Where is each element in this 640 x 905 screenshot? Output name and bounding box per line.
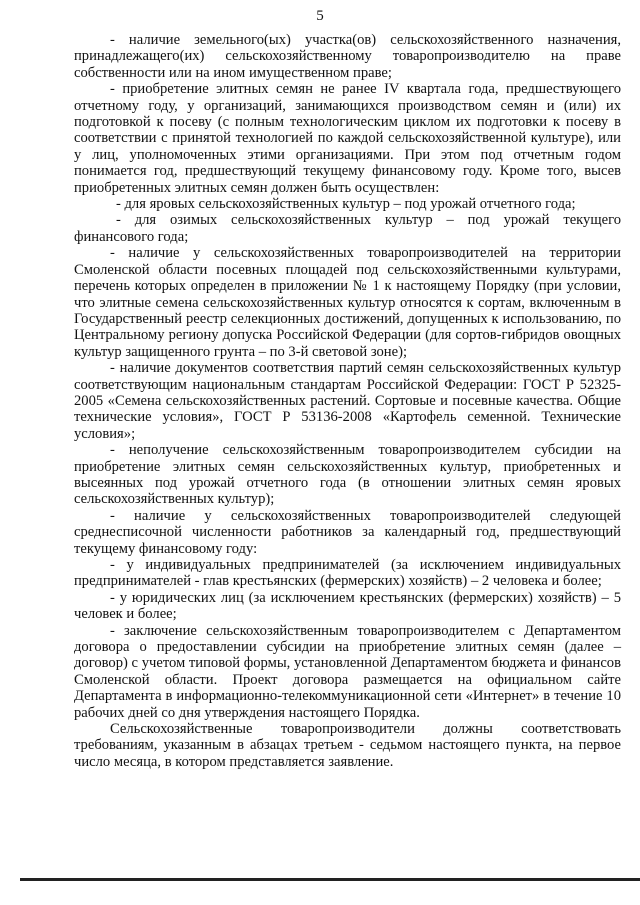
paragraph-individual-entrepreneurs: - у индивидуальных предпринимателей (за исключением индивидуальных предпринимателей - глав крестьянских (фермерских) хозяйств) – 2 человека и более; bbox=[74, 557, 621, 590]
paragraph-requirements-date: Сельскохозяйственные товаропроизводители должны соответствовать требованиям, указанным в абзацах третьем - седьмом настоящего пункта, на первое число месяца, в котором представляется заявление. bbox=[74, 721, 621, 770]
paragraph-legal-entities: - у юридических лиц (за исключением крестьянских (фермерских) хозяйств) – 5 человек и более; bbox=[74, 589, 621, 623]
paragraph-conformity-documents: - наличие документов соответствия партий семян сельскохозяйственных культур соответствующим национальным стандартам Российской Федерации: ГОСТ Р 52325-2005 «Семена сельскохозяйственных растений. Сортовые и посевные качества. Общие технические условия», ГОСТ Р 53136-2008 «Картофель семенной. Технические условия»; bbox=[74, 360, 621, 442]
paragraph-spring-crops: - для яровых сельскохозяйственных культур – под урожай отчетного года; bbox=[116, 196, 576, 213]
page-number: 5 bbox=[316, 8, 324, 24]
paragraph-land-plot: - наличие земельного(ых) участка(ов) сельскохозяйственного назначения, принадлежащего(их) сельскохозяйственному товаропроизводителю на праве собственности или на ином имущественном праве; bbox=[74, 32, 621, 81]
paragraph-elite-seeds-purchase: - приобретение элитных семян не ранее IV квартала года, предшествующего отчетному году, у организаций, занимающихся производством семян и (или) их подготовкой к посеву (с полным технологическим циклом их подготовки к посеву в соответствии с принятой технологией по каждой сельскохозяйственной культуре), или у лиц, уполномоченных этими организациями. При этом под отчетным годом понимается год, предшествующий текущему финансовому году. Кроме того, высев приобретенных элитных семян должен быть осуществлен: bbox=[74, 81, 621, 196]
paragraph-non-receipt-subsidy: - неполучение сельскохозяйственным товаропроизводителем субсидии на приобретение элитных семян сельскохозяйственных культур, приобретенных и высеянных под урожай отчетного года (в отношении элитных семян яровых сельскохозяйственных культур); bbox=[74, 442, 621, 508]
paragraph-staff-number: - наличие у сельскохозяйственных товаропроизводителей следующей среднесписочной численности работников за календарный год, предшествующий текущему финансовому году: bbox=[74, 507, 621, 557]
paragraph-winter-crops: - для озимых сельскохозяйственных культур – под урожай текущего финансового года; bbox=[74, 212, 621, 245]
paragraph-sown-areas: - наличие у сельскохозяйственных товаропроизводителей на территории Смоленской области посевных площадей под сельскохозяйственными культурами, перечень которых определен в приложении № 1 к настоящему Порядку (при условии, что элитные семена сельскохозяйственных культур относятся к сортам, включенным в Государственный реестр селекционных достижений, допущенных к использованию, по Центральному региону допуска Российской Федерации (для сортов-гибридов овощных культур защищенного грунта – по 3-й световой зоне); bbox=[74, 245, 621, 360]
document-body bbox=[74, 32, 621, 770]
bottom-rule bbox=[20, 878, 640, 881]
paragraph-agreement: - заключение сельскохозяйственным товаропроизводителем с Департаментом договора о предоставлении субсидии на приобретение элитных семян (далее – договор) с учетом типовой формы, установленной Департаментом бюджета и финансов Смоленской области. Проект договора размещается на официальном сайте Департамента в информационно-телекоммуникационной сети «Интернет» в течение 10 рабочих дней со дня утверждения настоящего Порядка. bbox=[74, 622, 621, 721]
